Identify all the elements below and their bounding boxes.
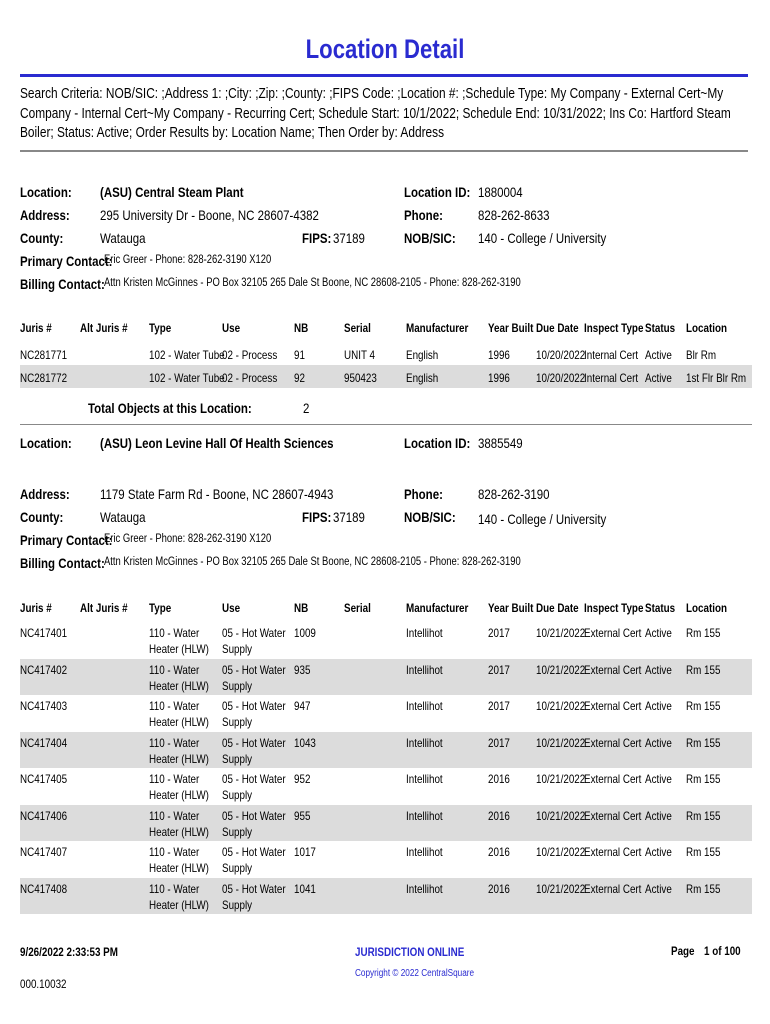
use-cell-line2: Supply: [222, 751, 253, 766]
year-cell: 1996: [488, 371, 510, 385]
use-cell-line2: Supply: [222, 715, 253, 729]
juris-cell: NC417402: [20, 662, 68, 677]
status-cell: Active: [645, 626, 672, 640]
inspect-cell: External Cert: [584, 845, 642, 859]
location-cell: Rm 155: [686, 808, 721, 823]
juris-cell: NC417405: [20, 772, 68, 786]
use-cell: 05 - Hot Water: [222, 881, 286, 896]
location-divider: [20, 424, 752, 425]
type-cell-line2: Heater (HLW): [149, 824, 209, 839]
location-label: Location:: [20, 184, 72, 200]
status-cell: Active: [645, 735, 672, 750]
location-cell: Rm 155: [686, 772, 721, 786]
status-cell: Active: [645, 371, 672, 385]
location-label: Location:: [20, 435, 72, 451]
col-juris: Juris #: [20, 601, 52, 615]
year-cell: 2016: [488, 881, 510, 896]
col-year-built: Year Built: [488, 601, 534, 615]
type-cell: 110 - Water: [149, 662, 200, 677]
phone: 828-262-3190: [478, 486, 550, 502]
use-cell-line2: Supply: [222, 824, 253, 839]
serial-cell: 950423: [344, 371, 377, 385]
use-cell: 02 - Process: [222, 371, 278, 385]
use-cell-line2: Supply: [222, 788, 253, 802]
col-use: Use: [222, 601, 241, 615]
juris-cell: NC281771: [20, 348, 68, 362]
nb-cell: 955: [294, 808, 311, 823]
status-cell: Active: [645, 808, 672, 823]
manufacturer-cell: English: [406, 348, 439, 362]
report-id: 000.10032: [20, 977, 67, 991]
inspect-cell: External Cert: [584, 662, 642, 677]
due-cell: 10/20/2022: [536, 348, 586, 362]
copyright: Copyright © 2022 CentralSquare: [355, 968, 475, 979]
type-cell: 110 - Water: [149, 626, 200, 640]
use-cell-line2: Supply: [222, 897, 253, 912]
location-cell: Rm 155: [686, 735, 721, 750]
table-row: [20, 365, 752, 388]
use-cell-line2: Supply: [222, 678, 253, 693]
fips-label: FIPS:: [302, 509, 332, 525]
col-status: Status: [645, 601, 676, 615]
location-name: (ASU) Leon Levine Hall Of Health Sciences: [100, 435, 334, 451]
type-cell-line2: Heater (HLW): [149, 678, 209, 693]
status-cell: Active: [645, 348, 672, 362]
juris-cell: NC417404: [20, 735, 68, 750]
nb-cell: 1043: [294, 735, 316, 750]
col-year-built: Year Built: [488, 321, 534, 335]
col-location: Location: [686, 321, 727, 335]
county-label: County:: [20, 509, 64, 525]
location-name: (ASU) Central Steam Plant: [100, 184, 244, 200]
due-cell: 10/21/2022: [536, 845, 586, 859]
year-cell: 2017: [488, 626, 510, 640]
col-type: Type: [149, 601, 172, 615]
type-cell: 110 - Water: [149, 881, 200, 896]
location-id: 1880004: [478, 184, 523, 200]
table-row: [20, 695, 752, 732]
location-cell: Rm 155: [686, 845, 721, 859]
page-number: 1 of 100: [704, 944, 741, 958]
search-criteria: Search Criteria: NOB/SIC: ;Address 1: ;City: ;Zip: ;County: ;FIPS Code: ;Location #: ;Schedule Type: My Company - External Cert~My Company - Internal Cert~My Company - Recurring Cert; Schedule Start: 10/1/2022; Schedule End: 10/31/2022; Ins Co: Hartford Steam Boiler; Status: Active; Order Results by: Location Name; Then Order by: Address: [20, 86, 731, 141]
due-cell: 10/21/2022: [536, 662, 586, 677]
nb-cell: 92: [294, 371, 305, 385]
inspect-cell: External Cert: [584, 881, 642, 896]
location-cell: Blr Rm: [686, 348, 717, 362]
billing-contact: Attn Kristen McGinnes - PO Box 32105 265 Dale St Boone, NC 28608-2105 - Phone: 828-262-3190: [104, 556, 521, 568]
juris-cell: NC417401: [20, 626, 68, 640]
billing-contact-label: Billing Contact:: [20, 555, 105, 571]
table-row: [20, 805, 752, 842]
status-cell: Active: [645, 845, 672, 859]
address: 1179 State Farm Rd - Boone, NC 28607-4943: [100, 486, 334, 502]
col-serial: Serial: [344, 601, 371, 615]
status-cell: Active: [645, 881, 672, 896]
county: Watauga: [100, 230, 146, 246]
nb-cell: 935: [294, 662, 311, 677]
use-cell: 05 - Hot Water: [222, 772, 286, 786]
year-cell: 2016: [488, 845, 510, 859]
fips-label: FIPS:: [302, 230, 332, 246]
juris-cell: NC417408: [20, 881, 68, 896]
status-cell: Active: [645, 699, 672, 713]
manufacturer-cell: Intellihot: [406, 735, 443, 750]
title-divider: [20, 74, 748, 77]
col-inspect-type: Inspect Type: [584, 601, 644, 615]
manufacturer-cell: Intellihot: [406, 662, 443, 677]
address-label: Address:: [20, 207, 70, 223]
type-cell-line2: Heater (HLW): [149, 751, 209, 766]
location-cell: 1st Flr Blr Rm: [686, 371, 747, 385]
use-cell-line2: Supply: [222, 642, 253, 656]
county: Watauga: [100, 509, 146, 525]
manufacturer-cell: Intellihot: [406, 845, 443, 859]
due-cell: 10/21/2022: [536, 808, 586, 823]
nb-cell: 1009: [294, 626, 316, 640]
status-cell: Active: [645, 662, 672, 677]
location-cell: Rm 155: [686, 699, 721, 713]
col-due-date: Due Date: [536, 601, 579, 615]
year-cell: 2016: [488, 772, 510, 786]
col-serial: Serial: [344, 321, 371, 335]
fips: 37189: [333, 230, 365, 246]
table-row: [20, 878, 752, 915]
use-cell: 05 - Hot Water: [222, 808, 286, 823]
type-cell-line2: Heater (HLW): [149, 861, 209, 875]
use-cell: 05 - Hot Water: [222, 735, 286, 750]
report-datetime: 9/26/2022 2:33:53 PM: [20, 945, 118, 959]
table-row: [20, 841, 752, 878]
use-cell: 05 - Hot Water: [222, 662, 286, 677]
page-title: Location Detail: [305, 34, 465, 64]
manufacturer-cell: English: [406, 371, 439, 385]
manufacturer-cell: Intellihot: [406, 881, 443, 896]
type-cell: 110 - Water: [149, 699, 200, 713]
type-cell: 110 - Water: [149, 772, 200, 786]
col-alt-juris: Alt Juris #: [80, 321, 128, 335]
use-cell-line2: Supply: [222, 861, 253, 875]
inspect-cell: External Cert: [584, 699, 642, 713]
billing-contact: Attn Kristen McGinnes - PO Box 32105 265 Dale St Boone, NC 28608-2105 - Phone: 828-262-3190: [104, 277, 521, 289]
juris-cell: NC417407: [20, 845, 68, 859]
fips: 37189: [333, 509, 365, 525]
table-row: [20, 342, 752, 365]
col-nb: NB: [294, 601, 309, 615]
table-row: [20, 732, 752, 769]
primary-contact: Eric Greer - Phone: 828-262-3190 X120: [104, 254, 272, 266]
col-due-date: Due Date: [536, 321, 579, 335]
manufacturer-cell: Intellihot: [406, 772, 443, 786]
type-cell-line2: Heater (HLW): [149, 897, 209, 912]
inspect-cell: External Cert: [584, 735, 642, 750]
inspect-cell: External Cert: [584, 626, 642, 640]
due-cell: 10/21/2022: [536, 626, 586, 640]
type-cell: 102 - Water Tube: [149, 371, 225, 385]
col-manufacturer: Manufacturer: [406, 321, 469, 335]
table-row: [20, 622, 752, 659]
location-cell: Rm 155: [686, 881, 721, 896]
primary-contact-label: Primary Contact:: [20, 532, 113, 548]
due-cell: 10/21/2022: [536, 772, 586, 786]
phone: 828-262-8633: [478, 207, 550, 223]
location-id: 3885549: [478, 435, 523, 451]
inspect-cell: External Cert: [584, 808, 642, 823]
col-inspect-type: Inspect Type: [584, 321, 644, 335]
col-juris: Juris #: [20, 321, 52, 335]
year-cell: 2017: [488, 699, 510, 713]
total-objects-label: Total Objects at this Location:: [88, 400, 252, 416]
due-cell: 10/21/2022: [536, 735, 586, 750]
primary-contact-label: Primary Contact:: [20, 253, 113, 269]
inspect-cell: Internal Cert: [584, 348, 639, 362]
primary-contact: Eric Greer - Phone: 828-262-3190 X120: [104, 533, 272, 545]
year-cell: 2017: [488, 735, 510, 750]
billing-contact-label: Billing Contact:: [20, 276, 105, 292]
juris-cell: NC417403: [20, 699, 68, 713]
type-cell: 110 - Water: [149, 808, 200, 823]
nb-cell: 947: [294, 699, 311, 713]
page-label: Page: [671, 944, 695, 958]
manufacturer-cell: Intellihot: [406, 626, 443, 640]
inspect-cell: Internal Cert: [584, 371, 639, 385]
nob-sic-label: NOB/SIC:: [404, 230, 456, 246]
table-row: [20, 768, 752, 805]
criteria-divider: [20, 150, 748, 152]
nb-cell: 1041: [294, 881, 316, 896]
status-cell: Active: [645, 772, 672, 786]
due-cell: 10/21/2022: [536, 881, 586, 896]
county-label: County:: [20, 230, 64, 246]
col-alt-juris: Alt Juris #: [80, 601, 128, 615]
manufacturer-cell: Intellihot: [406, 699, 443, 713]
nob-sic-label: NOB/SIC:: [404, 509, 456, 525]
year-cell: 2017: [488, 662, 510, 677]
type-cell-line2: Heater (HLW): [149, 715, 209, 729]
total-objects-value: 2: [303, 400, 310, 416]
type-cell: 110 - Water: [149, 735, 200, 750]
inspect-cell: External Cert: [584, 772, 642, 786]
juris-cell: NC417406: [20, 808, 68, 823]
address: 295 University Dr - Boone, NC 28607-4382: [100, 207, 319, 223]
due-cell: 10/21/2022: [536, 699, 586, 713]
juris-cell: NC281772: [20, 371, 68, 385]
use-cell: 05 - Hot Water: [222, 699, 286, 713]
type-cell-line2: Heater (HLW): [149, 642, 209, 656]
use-cell: 05 - Hot Water: [222, 845, 286, 859]
col-use: Use: [222, 321, 241, 335]
nb-cell: 91: [294, 348, 305, 362]
location-id-label: Location ID:: [404, 184, 471, 200]
use-cell: 02 - Process: [222, 348, 278, 362]
use-cell: 05 - Hot Water: [222, 626, 286, 640]
serial-cell: UNIT 4: [344, 348, 375, 362]
phone-label: Phone:: [404, 486, 443, 502]
type-cell-line2: Heater (HLW): [149, 788, 209, 802]
location-cell: Rm 155: [686, 626, 721, 640]
brand-name: JURISDICTION ONLINE: [355, 945, 465, 959]
nob-sic: 140 - College / University: [478, 511, 607, 527]
manufacturer-cell: Intellihot: [406, 808, 443, 823]
nob-sic: 140 - College / University: [478, 230, 607, 246]
year-cell: 1996: [488, 348, 510, 362]
address-label: Address:: [20, 486, 70, 502]
location-id-label: Location ID:: [404, 435, 471, 451]
col-manufacturer: Manufacturer: [406, 601, 469, 615]
col-type: Type: [149, 321, 172, 335]
due-cell: 10/20/2022: [536, 371, 586, 385]
nb-cell: 1017: [294, 845, 316, 859]
type-cell: 110 - Water: [149, 845, 200, 859]
location-cell: Rm 155: [686, 662, 721, 677]
year-cell: 2016: [488, 808, 510, 823]
phone-label: Phone:: [404, 207, 443, 223]
col-status: Status: [645, 321, 676, 335]
table-row: [20, 659, 752, 696]
nb-cell: 952: [294, 772, 311, 786]
type-cell: 102 - Water Tube: [149, 348, 225, 362]
col-location: Location: [686, 601, 727, 615]
col-nb: NB: [294, 321, 309, 335]
